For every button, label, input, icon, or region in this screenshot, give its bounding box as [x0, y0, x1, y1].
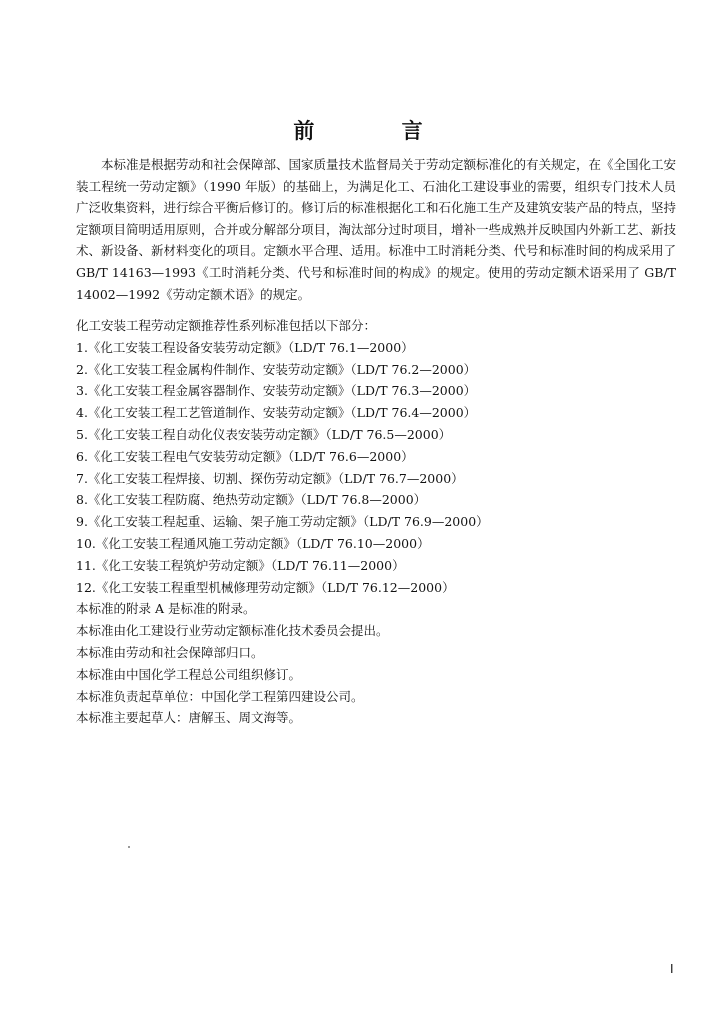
content-lines	[76, 315, 676, 729]
page-title: 前 言	[293, 119, 463, 143]
closing-line: 本标准负责起草单位：中国化学工程第四建设公司。	[76, 688, 364, 704]
closing-line: 本标准由劳动和社会保障部归口。	[76, 644, 264, 660]
scan-speck	[128, 846, 130, 848]
standard-item: 12.《化工安装工程重型机械修理劳动定额》（LD/T 76.12—2000）	[76, 579, 455, 595]
standard-item: 2.《化工安装工程金属构件制作、安装劳动定额》（LD/T 76.2—2000）	[76, 361, 477, 377]
standard-item: 5.《化工安装工程自动化仪表安装劳动定额》（LD/T 76.5—2000）	[76, 426, 452, 442]
closing-line: 本标准主要起草人：唐解玉、周文海等。	[76, 710, 302, 726]
standard-item: 10.《化工安装工程通风施工劳动定额》（LD/T 76.10—2000）	[76, 535, 430, 551]
standard-item: 3.《化工安装工程金属容器制作、安装劳动定额》（LD/T 76.3—2000）	[76, 383, 477, 399]
standard-item: 1.《化工安装工程设备安装劳动定额》（LD/T 76.1—2000）	[76, 339, 414, 355]
series-intro: 化工安装工程劳动定额推荐性系列标准包括以下部分：	[76, 318, 377, 333]
intro-paragraph: 本标准是根据劳动和社会保障部、国家质量技术监督局关于劳动定额标准化的有关规定，在《全国化工安装工程统一劳动定额》（1990 年版）的基础上，为满足化工、石油化工建设事业的需要，组织专门技术人员广泛收集资料，进行综合平衡后修订的。修订后的标准根据化工和石化施工生产及建筑安装产品的特点，坚持定额项目简明适用原则，合并或分解部分项目，淘汰部分过时项目，增补一些成熟并反映国内外新工艺、新技术、新设备、新材料变化的项目。定额水平合理、适用。标准中工时消耗分类、代号和标准时间的构成采用了 GB/T 14163—1993《工时消耗分类、代号和标准时间的构成》的规定。使用的劳动定额术语采用了 GB/T 14002—1992《劳动定额术语》的规定。	[76, 157, 677, 302]
page-number: I	[670, 962, 674, 976]
standard-item: 9.《化工安装工程起重、运输、架子施工劳动定额》（LD/T 76.9—2000）	[76, 514, 489, 530]
standard-item: 8.《化工安装工程防腐、绝热劳动定额》（LD/T 76.8—2000）	[76, 492, 427, 508]
closing-line: 本标准的附录 A 是标准的附录。	[76, 601, 256, 617]
closing-line: 本标准由化工建设行业劳动定额标准化技术委员会提出。	[76, 623, 389, 639]
standard-item: 4.《化工安装工程工艺管道制作、安装劳动定额》（LD/T 76.4—2000）	[76, 405, 477, 421]
closing-line: 本标准由中国化学工程总公司组织修订。	[76, 666, 302, 682]
standard-item: 7.《化工安装工程焊接、切割、探伤劳动定额》（LD/T 76.7—2000）	[76, 470, 464, 486]
standard-item: 11.《化工安装工程筑炉劳动定额》（LD/T 76.11—2000）	[76, 557, 405, 573]
standard-item: 6.《化工安装工程电气安装劳动定额》（LD/T 76.6—2000）	[76, 448, 414, 464]
